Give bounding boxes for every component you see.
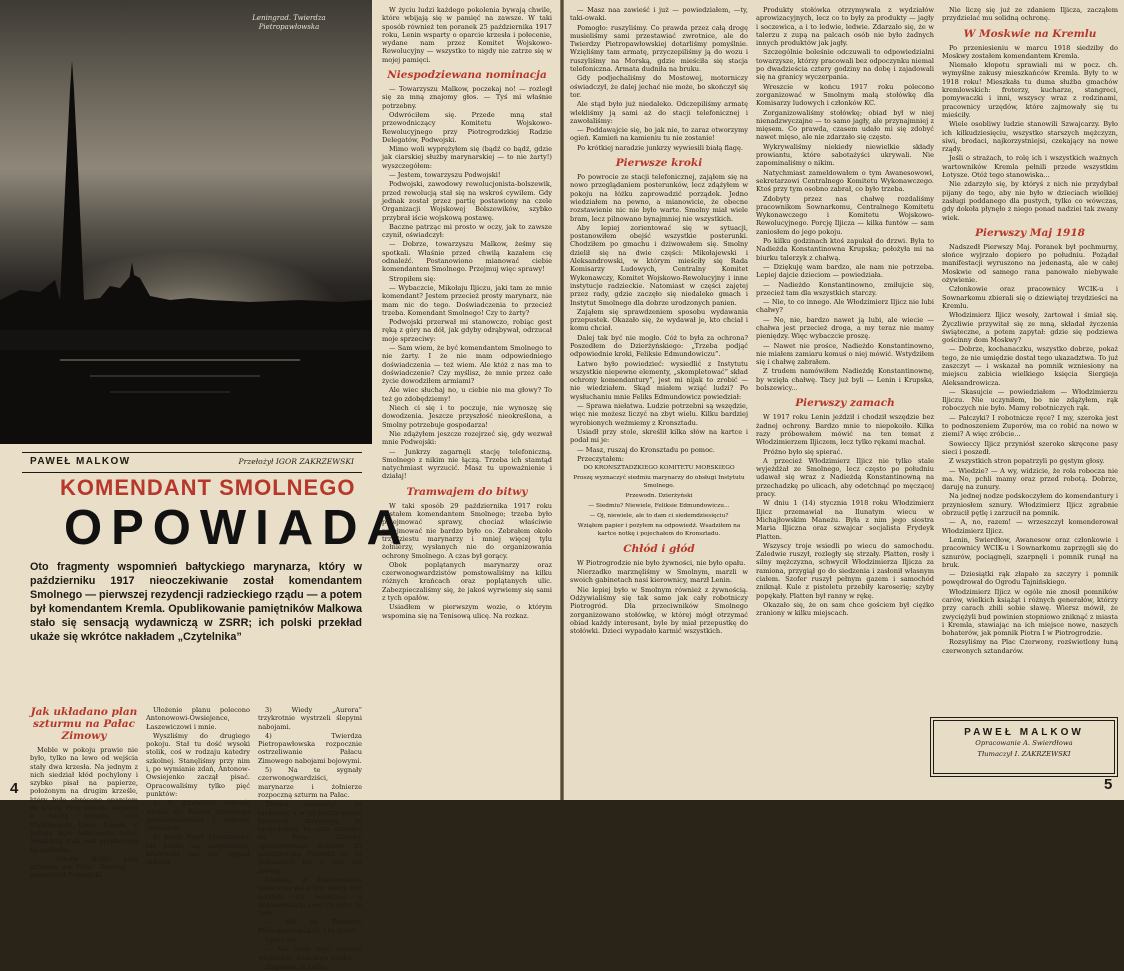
paragraph: — Dobrze, kochanaczku, wszystko dobrze, pokaż tego, że nie umiędzie dostał tego ukazadztwa. To już zaszczyt — i wskazał na pomnik wzniesiony na miejscu zabicia wielkiego księcia Siergieja Aleksandrowicza. xyxy=(942,345,1118,387)
paragraph: Trzeba zaznaczyć, że niektórzy, a w tej liczbie pewni historycy, utrzymują, że niepodobna, by plan szturmu na Pałac Zimowy opracowywano dopiero 25 października. Twierdzi się, że dokumenty nic o tym nie mówią. xyxy=(258,800,362,875)
paragraph: Podwojski, zawodowy rewolucjonista-bolszewik, przed rewolucją stał się na wskroś cywilem. Gdy jednak został przez partię postawiony na czele Organizacji Wojskowej Bolszewików, szybko przybrał iście wojskową postawę. xyxy=(382,180,552,222)
paragraph: — Trzeba ułożyć plan szturmu na Pałac Zimowy — powiedział Podwojski. xyxy=(30,854,138,880)
quoted-document-line: Wziąłem papier i pożyłem na odpowiedź. Wsadziłem na kartce notkę i pojechałem do Kronsztadu. xyxy=(577,523,741,537)
article-title-line2: OPOWIADA xyxy=(64,501,411,555)
paragraph: Stropiłem się: xyxy=(389,274,436,283)
paragraph: Okazało się, że on sam chce gościem był ciężko zraniony w kilku miejscach. xyxy=(756,600,934,618)
left-bottom-column-2 xyxy=(146,706,250,867)
paragraph: — Dobrze, towarzyszu Malkow, żeśmy się spotkali. Właśnie przed chwilą kazałem cię odnaleźć. Postanowiono mianować ciebie komendantem Smolnego. Przejmuj więc sprawy! xyxy=(382,240,552,274)
paragraph: Zorganizowaliśmy stołówkę; obiad był w niej nienadzwyczajne — to samo jagły, ale przynajmniej z mięsem. Co prawda, czasem udało mi się zdobyć nawet mięso, ale nie zdarzało się często. xyxy=(756,108,934,142)
quoted-document-line: — Oj, niewiele, ale to dam ci siedemdziesięciu? xyxy=(589,513,729,520)
paragraph: 4) Twierdza Pietropawłowska rozpocznie ostrzeliwanie Pałacu Zimowego nabojami bojowymi. xyxy=(258,731,362,765)
paragraph: Nierzadko marznęliśmy w Smolnym, marzli w swoich gabinetach nasi kierownicy, marzł Lenin. xyxy=(570,568,748,585)
paragraph: W życiu ludzi każdego pokolenia bywają chwile, które wbijają się w pamięć na zawsze. W taki sposób również ten poranek 25 października 1917 roku, Lenin wsparty o oparcie krzesła i połecenie, wydane nam przez Komitet Wojskowo-Rewolucyjny — wszystko to nigdy nie zatrze się w mojej pamięci. xyxy=(382,6,552,64)
article-title-line1: KOMENDANT SMOLNEGO xyxy=(60,475,356,500)
paragraph: — Nie mam tego numeru wieździcie, nam tego trzeba. xyxy=(258,945,362,962)
paragraph: — Masz naa zawieść i już — powiedziałem, —ty, taki-owaki. xyxy=(570,6,748,23)
paragraph: Meble w pokoju prawie nie było, tylko na lewo od wejścia stały dwa krzesła. Na jednym z nich siedział kłód pochylony i szybko pisał na papierze, położonym na drugim krześle, który było obrócone oparciem do ściany. Przy ścianie, wsparty o brzeg krzesła, stał Włodzimierz Iljicz. Rasem w pokoju było kilkunastu ludzi. Niektórzy stali, inni przykucnęli na podłodze. xyxy=(30,746,138,854)
paragraph: W taki sposób 29 października 1917 roku zostałem komendantem Smolnego; trzeba było przejmować sprawy, chociaż właściwie przejmować nie bardzo było co. Zebrałem około trzydziestu marynarzy i mniej więcej tylu żołnierzy, wysłanych nie do organizowania ochrony Smolnego. A czas był gorący. xyxy=(382,501,552,560)
translator-credit: Przełożył IGOR ZAKRZEWSKI xyxy=(238,457,354,466)
byline xyxy=(24,456,358,470)
paragraph: Natychmiast zameldowałem o tym Awanesowowi, sekretarzowi Centralnego Komitetu Wykonawczego. Ktoś przy tym osobno zabrał, co było trzeba. xyxy=(756,168,934,194)
paragraph: Po kilku godzinach ktoś zapukał do drzwi. Była to Nadieżda Konstantinowna Krupska; położyła mi na biurku talerzyk z chałwą. xyxy=(756,237,934,262)
paragraph: Gdy podjechaliśmy do Mostowej, motorniczy oświadczył, że dalej jechać nie może, bo skończył się tor. xyxy=(570,74,748,99)
paragraph: 2) Jeżeli Rząd Tymczasowy nie podda się natychmiast, krążownik ma dać sygnał rakietą. xyxy=(146,833,250,867)
paragraph: Wykrywaliśmy niekiedy niewielkie składy prowiantu, które sabotażyści ukrywali. Nie zapominaliśmy o nikim. xyxy=(756,142,934,168)
paragraph: Aby lepiej zorientować się w sytuacji, postanowiłem obejść wszystkie posterunki. Chodziłem po gmachu i dziwowałem się. Smolny dzielił się na dwie części: Mikołajewski i Aleksandrowski, w którym mieściły się Rada Komisarzy Ludowych, Centralny Komitet Wykonawczy, Komitet Wojskowo-Rewolucyjny i inne instytucje radzieckie. Natomiast w części zajętej przez rady, gdzie zaczęło się niedaleko gmach i Instytut Smolnego dla dobrze urodzonych panien. xyxy=(570,223,748,307)
paragraph: Upart się; xyxy=(265,936,299,945)
paragraph: Istotnie, w dokumentach może i nie ma o tym mowy. Nie myślało się wówczas o dokumentach. Lecz co było, to było. xyxy=(258,875,363,918)
paragraph: Nie liczę się już ze zdaniem Iljicza, zacząłem przydzielać mu solidną ochronę. xyxy=(942,6,1118,23)
paragraph: Z trudem namówiłem Nadieżdę Konstantinownę, by wzięła chałwę. Tacy już byli — Lenin i Krupska, bolszewicy... xyxy=(756,367,934,393)
paragraph: — A, no, razem! — wrzeszczył komenderował Włodzimierz Iljicz. xyxy=(942,518,1118,535)
credit-box xyxy=(933,720,1115,774)
left-bottom-column-3 xyxy=(258,706,363,971)
paragraph: Usiadł przy stole, skreślił kilka słów na kartce i podał mi je: xyxy=(570,427,748,445)
photo-caption: Leningrad. Twierdza Pietropawłowska xyxy=(252,14,326,31)
paragraph: A przecież Włodzimierz Iljicz nie tylko stale wyjeżdżał ze Smolnego, lecz często po południu udawał się wraz z Nadieżdą Konstantinowną na przechadzkę po ulicach, aby odetchnąć po męczącej pracy. xyxy=(756,456,934,499)
paragraph: Baczne patrząc mi prosto w oczy, jak to zawsze czynił, oświadczył: xyxy=(382,222,552,240)
left-page xyxy=(0,0,560,971)
right-column-2 xyxy=(756,6,934,796)
paragraph: Wreszcie w końcu 1917 roku polecono zorganizować w Smolnym małą stołówkę dla Komisarzy ludowych i członków KC. xyxy=(756,82,934,108)
paragraph: — Jestem, towarzyszu Podwojski! xyxy=(389,171,501,180)
paragraph: — Wal do Twierdzy Pietropawłowskiej, i to żywo! xyxy=(258,918,362,935)
paragraph: Po krótkiej naradzie junkrzy wywiesili białą flagę. xyxy=(577,143,743,152)
paragraph: Zdobyty przez nas chałwę rozdaliśmy pracownikom Sownarkomu, Centralnego Komitetu Wykonawczego i Komitetu Wojskowo-Rewolucyjnego. Porcję Iljicza — kilka funtów — sam zaniosłem do jego pokoju. xyxy=(756,194,934,236)
paragraph: — Pałczyki? I robotnicze ręce? I my, szeroka jest to podnoszeniem Zuporów, ma co robić na nowo w ziemi? A więc zróbcie... xyxy=(942,413,1118,439)
lead-paragraph: Oto fragmenty wspomnień bałtyckiego marynarza, który w październiku 1917 nieoczekiwanie został komendantem Smolnego — pierwszej rezydencji radzieckiego rządu — a potem był komendantem Kremla. Opublikowanie pamiętników Malkowa stało się sensacją wydawniczą w ZSRR; ich polski przekład ukaże się wkrótce nakładem „Czytelnika” xyxy=(30,561,362,643)
paragraph: Wszyscy troje wsiedli po wiecu do samochodu. Zaledwie ruszył, rozległy się strzały. Platten, rosły i silny mężczyzna, schwycił Włodzimierza Iljicza za ramiona, przygiął go do siedzenia i zasłonił własnym ciałem. Szofer ruszył pełnym gazem i samochód zniknął. Kule z pistoletu przebiły karoserię; szyby popękały. Platten był ranny w rękę. xyxy=(756,541,934,600)
paragraph: Niemało kłopotu sprawiali mi w pocz. ch. wymyślne zakusy mieszkańców Kremla. Były to w 1918 roku! Mieszkała tu duma służba gmachów kremlowskich: froterzy, kucharze, stangreci, pomywaczki i inni, wszyscy wraz z rodzinami, pracownicy urzędów, które zajmowały się tu mieściły. xyxy=(942,61,1118,119)
paragraph: — No, nie, bardzo nawet ją lubi, ale wiecie — chałwa jest przecież droga, a my teraz nie mamy pieniędzy. Więc wybaczcie proszę. xyxy=(756,315,934,341)
paragraph: Ale stąd było już niedaleko. Odczepiliśmy armatę wlekliśmy ją sami aż do stacji telefonicznej i zawołaliśmy: xyxy=(570,100,748,125)
paragraph: Włodzimierz Iljicz wesoły, żartował i śmiał się. Życzliwie przywitał się ze mną, składał życzenia świąteczne, a potem zapytał: gdzie się podziewa gościnny dom Moskwy? xyxy=(942,311,1118,345)
paragraph: Nie zdążyłem jeszcze rozejrzeć się, gdy wezwał mnie Podwojski: xyxy=(382,429,552,447)
fortress-silhouette xyxy=(0,0,372,444)
paragraph: Nadszedł Pierwszy Maj. Poranek był pochmurny, słońce wyjrzało dopiero po południu. Pożądał manifestacji wyruszono na jedenastą, ale w całej Moskwie od samego rana panowało niebywałe ożywienie. xyxy=(942,242,1118,285)
section-heading: W Moskwie na Kremlu xyxy=(963,27,1097,40)
section-heading: Tramwajem do bitwy xyxy=(406,485,528,498)
credit-author: PAWEŁ MALKOW xyxy=(964,727,1084,738)
paragraph: — Dziesiątki rąk złapało za szczyry i pomnik powędrował do Ogrodu Tajnińskiego. xyxy=(942,570,1118,587)
paragraph: Nie lepiej było w Smolnym również z żywnością. Odżywialiśmy się tak samo jak cały robotniczy Piotrogród. Dla przeciwników Smolnego zorganizowano stołówkę, w której mógł otrzymać obiad każdy interesant, byle by miał przepustkę do stołówki. Dzieci wypadało karmić wszystkich. xyxy=(570,585,748,636)
paragraph: Włodzimierz Iljicz w ogóle nie znosił pomników carów, wielkich książąt i różnych generałów, którzy przy carach zbili sobie sławę. Wiersz mówił, że zwyciężyli bud powinien stopniowo zniknąć z miasta i Kremla, stawiając na ich miejsce nowe, naszych bohaterów, jak pomnik Piotra I w Piotrogrodzie. xyxy=(942,587,1118,638)
paragraph: — Poddawajcie się, bo jak nie, to zaraz otworzymy ogień. Kamień na kamieniu tu nie zostanie! xyxy=(570,126,748,143)
quoted-document-line: Proszę wyznaczyć siedmiu marynarzy do obsługi Instytutu Smolnego. xyxy=(573,475,745,489)
paragraph: Odwróciłem się. Przede mną stał przewodniczący Komitetu Wojskowo-Rewolucyjnego przy Piotrogrodzkiej Radzie Delegatów, Podwojski. xyxy=(382,110,552,144)
paragraph: — Wybaczcie, Mikołaju Iljiczu, jaki tam ze mnie komendant? Jestem przecież prosty marynarz, nie mam nic do tego. Doświadczenia to przecież trzeba. Komendant Smolnego! Czy to żarty? xyxy=(382,283,552,317)
section-heading: Niespodziewana nominacja xyxy=(387,69,547,82)
paragraph: Mimo woli wyprężyłem się (bądź co bądź, gdzie jak ciarskiej służby marynarskiej — to nie żarty!) wyszczegółem: xyxy=(382,145,552,170)
paragraph: Po przeniesieniu w marcu 1918 siedziby do Moskwy zostałem komendantem Kremla. xyxy=(942,43,1118,60)
section-heading: Chłód i głód xyxy=(623,542,695,555)
author-name: PAWEŁ MALKOW xyxy=(30,456,131,467)
paragraph: — Masz, ruszaj do Kronsztadu po pomoc. xyxy=(577,445,715,454)
right-column-1 xyxy=(570,6,748,796)
section-heading: Pierwszy Maj 1918 xyxy=(975,226,1085,239)
quoted-document-line: — Siedmiu? Niewiele, Feliksie Edmundowiczu... xyxy=(588,502,730,509)
paragraph: 1) O dziewiątej wieczór wysłać do Pałacu Zimowego parlamentariuszy i wręczyć ultimatum. xyxy=(146,799,250,833)
quoted-document-line: DO KRONSZTADZKIEGO KOMITETU MORSKIEGO xyxy=(583,465,735,472)
paragraph: Złapałem za kolta: xyxy=(265,962,327,971)
paragraph: Wyszliśmy do drugiego pokoju. Stał tu dość wysoki stolik, coś w rodzaju katedry szkolnej. Stanęliśmy przy nim i, po wymianie zdań, Antonow-Owsiejenko zaczął pisać. Opracowaliśmy tylko pięć punktów: xyxy=(146,731,250,798)
paragraph: Usiadłem w pierwszym wozie, o którym wspomina się na Tenisową ulicę. Na rozkaz. xyxy=(382,603,552,620)
paragraph: 3) Wiedy „Aurora” trzykrotnie wystrzeli ślepymi nabojami. xyxy=(258,706,362,731)
paragraph: 5) Na te sygnały czerwonogwardziści, marynarze i żołnierze rozpoczną szturm na Pałac. xyxy=(258,766,362,799)
leningrad-photo xyxy=(0,0,372,444)
paragraph: Lenin, Swierdłow, Awanesow oraz członkowie i pracownicy WCIK-u i Sownarkomu zaprzęgli się do sznurów, pociągnęli, szarpnęli i pomnik runął na bruk. xyxy=(942,535,1118,569)
paragraph: W 1917 roku Lenin jeździł i chodził wszędzie bez żadnej ochrony. Bardzo mnie to niepokoiło. Kilka razy próbowałem mówić na ten temat z Włodzimierzem Iljiczem, lecz tylko rękami machał. xyxy=(756,413,934,447)
right-column-3 xyxy=(942,6,1118,712)
page-number-left: 4 xyxy=(10,780,19,797)
paragraph: — Nadieżdo Konstantinowno, zmiłujcie się, przecież tam dla wszystkich starczy. xyxy=(756,280,934,297)
paragraph: Ale wiec słuchaj no, u ciebie nie ma głowy? To też go zdobędziemy! xyxy=(382,386,552,403)
paragraph: Dalej tak być nie mogło. Cóż to była za ochrona? Poszedłem do Dzierżyńskiego: „Trzeba podjąć odpowiednie kroki, Feliksie Edmundowiczu”. xyxy=(570,333,748,359)
paragraph: — Wiedzie? — A wy, widzicie, że rola robocza nie ma. No, pchli mamy oraz przed robotą. Dobrze, daruję na zunury. xyxy=(942,466,1118,492)
paragraph: Sowieccy Iljicz przyniósł szeroko skręcone pasy sieci i poszedł. xyxy=(942,439,1118,456)
page-number-right: 5 xyxy=(1104,776,1113,793)
paragraph: Jeśli o strażach, to rolę ich i wszystkich ważnych wartowników Kremla pełnili przede wszystkim Łotysze. Otóż tego stanowiska... xyxy=(942,154,1118,180)
quoted-document-line: Przewodn. Dzierżyński xyxy=(625,492,693,499)
paragraph: W dniu 1 (14) stycznia 1918 roku Włodzimierz Iljicz przemawiał na Ilunatym wiecu w Michajłowskim Maneżu. Była z nim jego siostra Maria Iljiczna oraz szwajcar socjalista Frydeyk Platten. xyxy=(756,499,934,541)
paragraph: — Dziękuję wam bardzo, ale nam nie potrzeba. Lepiej dajcie dzieciom — powiedziała. xyxy=(756,262,934,280)
left-bottom-column-1 xyxy=(30,706,138,880)
paragraph: — Nie, to co innego. Ale Włodzimierz Iljicz nie lubi chałwy? xyxy=(756,298,934,315)
paragraph: — Sam wiem, że być komendantem Smolnego to nie żarty. I że nie mam odpowiedniego doświadczenia — też wiem. Ale któż z nas ma to doświadczenie? Czy myślisz, że mnie przez całe życie dowodziłem armiami? xyxy=(382,343,552,386)
paragraph: Wiele osobliwy ludzie stanowili Szwajcarzy. Było ich kilkudziesięciu, wszystko starszych mężczyzn, siwi, brodaci, najkorzystniejsi, czekający na nowe rządy. xyxy=(942,120,1118,154)
paragraph: — Junkrzy zagarnęli stację telefoniczną. Smolnego z nikim nie łączą. Trzeba ich stamtąd natychmiast wyrzucić. Masz tu upoważnienie i działaj! xyxy=(382,447,552,481)
section-heading: Pierwszy zamach xyxy=(795,397,895,410)
paragraph: Członkowie oraz pracownicy WCIK-u i Sownarkomu zbierali się o dziewiątej trzydzieści na Kremlu. xyxy=(942,285,1118,310)
paragraph: Ułożenie planu polecono Antonowowi-Owsiejence, Łaszewiczowi i mnie. xyxy=(146,706,250,731)
section-heading: Pierwsze kroki xyxy=(615,157,703,170)
paragraph: Pomogło: ruszyliśmy. Co prawda przez całą drogę musieliśmy sami przestawiać zwrotnice, ale do Twierdzy Pietropawłowskiej dotarliśmy pomyślnie. Wzięliśmy tam armatę, przyczepiliśmy ją do wozu i ruszyliśmy na Morską, gdzie mieściła się stacja telefoniczna. Armata dudniła na bruku. xyxy=(570,23,748,74)
paragraph: — Towarzyszu Malkow, poczekaj no! — rozległ się za mną znajomy głos. — Tyś mi właśnie potrzebny. xyxy=(382,85,552,110)
paragraph: Produkty stołówka otrzymywała z wydziałów aprowizacyjnych, lecz co to były za produkty — jagły i soczewica, a i to ledwie, ledwie. Zdarzało się, że w talerzu z zupą na palcach osób nie było żadnych innych produktów jak jagły. xyxy=(756,6,934,48)
credit-translator: Tłumaczył I. ZAKRZEWSKI xyxy=(977,750,1071,758)
paragraph: Obok poplątanych marynarzy oraz czerwonogwardzistów pomstowaliśmy na kilku różnych krańcach oraz poplątanych ulic. Zabezpieczaliśmy się, że jakoś wyrwiemy się sami z tych opałów. xyxy=(382,560,552,602)
paragraph: — Skasujcie — powiedziałem — Włodzimierzu Iljiczu. Nie uczyniłem, bo nie zdążyłem, rąk roboczych nie było. Mamy robotniczych rąk. xyxy=(942,387,1118,413)
paragraph: Z wszystkich stron popatrzyli po gęstym głosy. xyxy=(949,457,1105,466)
right-page xyxy=(564,0,1124,800)
paragraph: Zająłem się sprawdzeniem sposobu wydawania przepustek. Okazało się, że wydawał je, kto chciał i komu chciał. xyxy=(570,307,748,333)
paragraph: Próżno było się spierać. xyxy=(763,447,843,456)
paragraph: Rozsyliśmy na Plac Czerwony, rozświetlony łuną czerwonych sztandarów. xyxy=(942,638,1118,655)
paragraph: Niech ci się i to poczuje, nie wynoszę się dowodzenia. Jeszcze przyszłość nieokreślona, a Smolny potrzebuje gospodarza! xyxy=(382,404,552,429)
credit-editor: Opracowanie A. Swierdłowa xyxy=(975,739,1073,747)
paragraph: — Sprawa niełatwa. Ludzie potrzebni są wszędzie, więc nie możesz liczyć na zbyt wielu. Kilku bardziej wyrobionych weźmiemy z Kronsztadu. xyxy=(570,402,748,427)
paragraph: Po powrocie ze stacji telefonicznej, zająłem się na nowo przeglądaniem posterunków, lecz zdążyłem w pokoju na łóżku zaprowadzić porządek. Jedno wiedziałem na pewno, a mianowicie, że obecne rozstawienie nic nie było warte. Smolny miał wiele bram, lecz pilnowano bynajmniej nie wszystkich. xyxy=(570,173,748,223)
paragraph: — Nawet nie prośce, Nadieżdo Konstantinowno, nie miałem zamiaru komuś o niej mówić. Wstydziłem się i chałwę zabrałem. xyxy=(756,341,934,367)
paragraph: Nie zdarzyło się, by któryś z nich nie przydybał pijany do tego, aby nie było w dzieciach wielkiej zasługi poddanego dla pustych, tylko co wówczas, gdy dokoła płynęło z niego ponad nadziei tak zwany wiek. xyxy=(942,180,1118,222)
paragraph: Szczególnie boleśnie odczuwali to odpowiedzialni towarzysze, którzy pracowali bez odpoczynku niemal po dwadzieścia cztery godziny na dobę i zajadowali się na granicy wyczerpania. xyxy=(756,48,934,82)
left-column-3 xyxy=(382,6,552,784)
section-heading: Jak układano plan szturmu na Pałac Zimowy xyxy=(30,706,138,742)
paragraph: Łatwo było powiedzieć: wysiedlić z Instytutu wszystkie niepewne elementy, „skompletować” skład ochrony komendantury”, jest mi nijak to zrobić — nie wiedziałem. Skąd miałem wziąć ludzi? Po wysłuchaniu mnie Feliks Edmundowicz powiedział: xyxy=(570,359,748,401)
paragraph: Przeczytałem: xyxy=(577,454,624,463)
paragraph: Podwojski przerwał mi stanowczo, robiąc gest ręką z góry na dół, jak gdyby odrąbywał, odrzucał moje sprzeciwy: xyxy=(382,318,552,343)
paragraph: W Piotrogrodzie nie było żywności, nie było opału. xyxy=(577,558,746,567)
paragraph: Na jednej nodze podskoczyłem do komendantury i przyniosłem sznury. Włodzimierz Iljicz zgrabnie obrzucił pętlę i zarzucił na pomnik. xyxy=(942,492,1118,518)
